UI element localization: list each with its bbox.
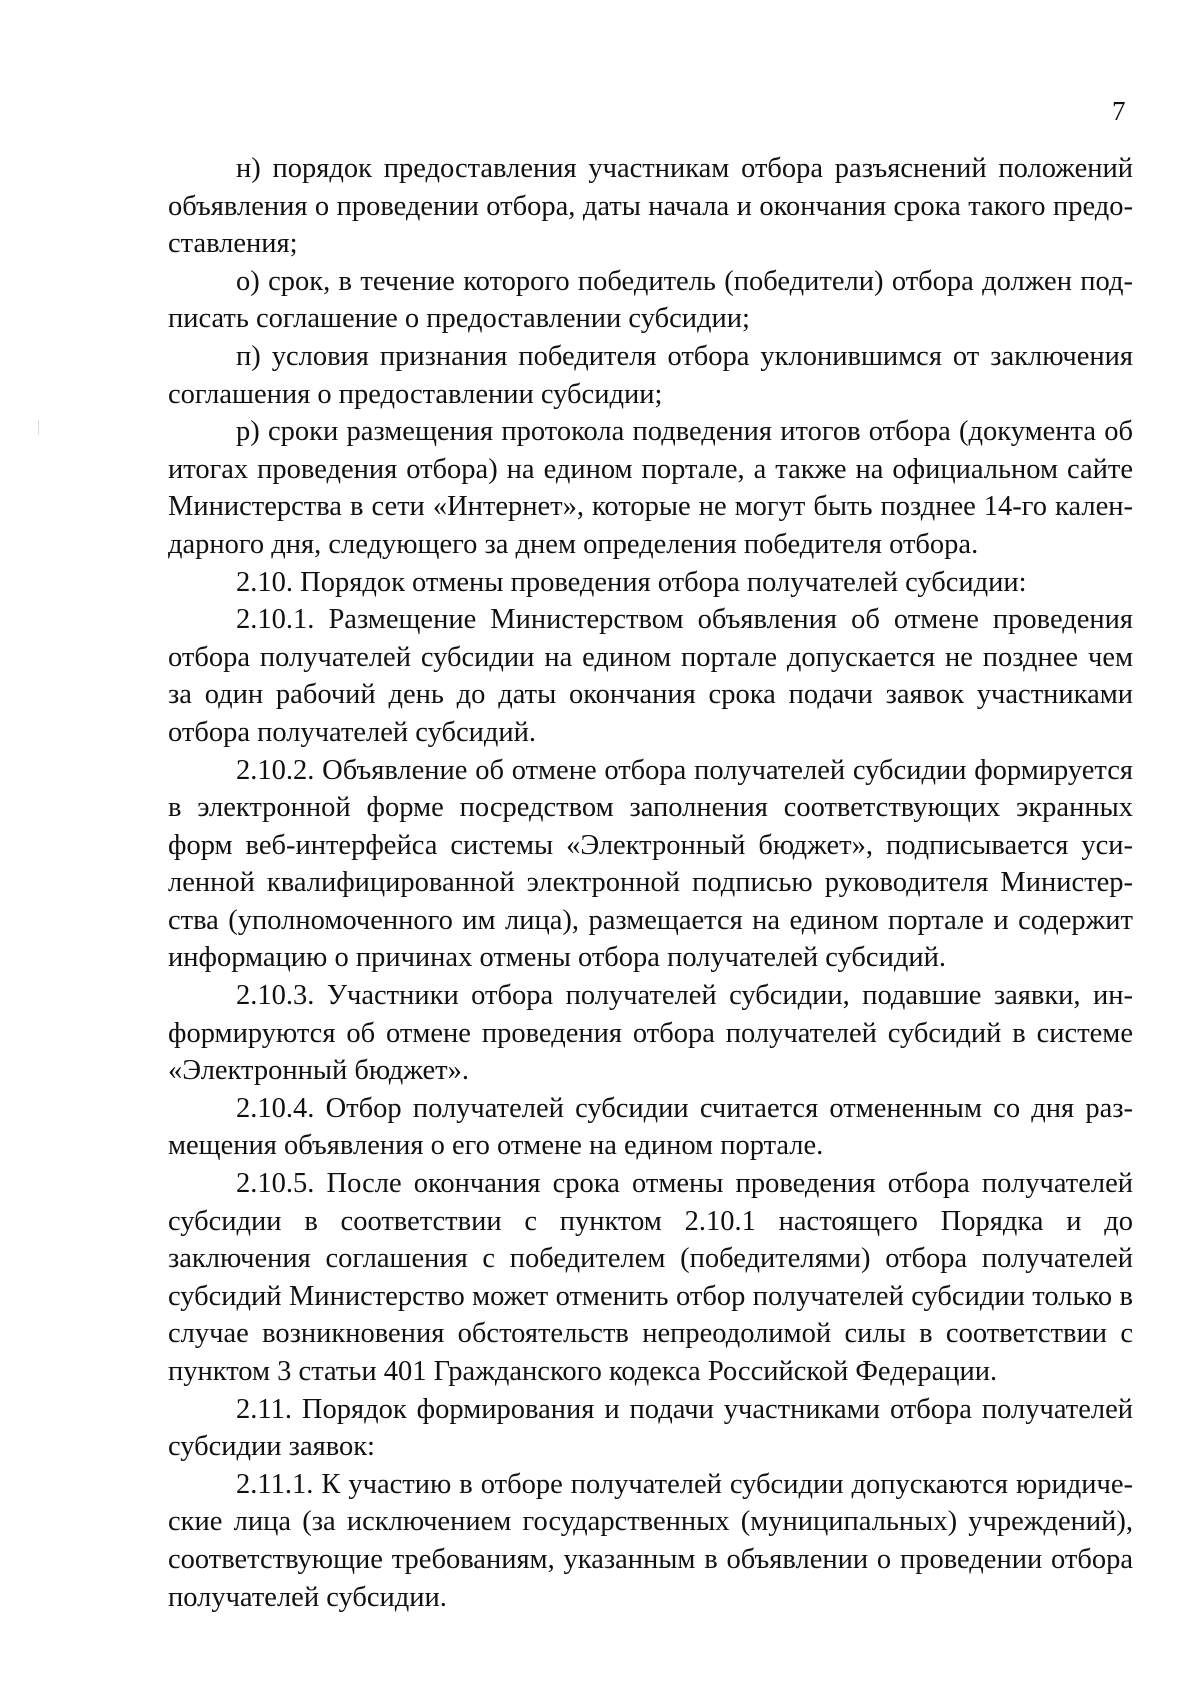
paragraph-o-signing-deadline: о) срок, в течение которого победитель (победители) отбора должен подписать соглашение о предоставлении субсидии; [168,265,1133,335]
paragraph-2-10-4: 2.10.4. Отбор получателей субсидии считается отмененным со дня размещения объявления о его отмене на едином портале. [168,1092,1133,1162]
document-body [168,150,1133,1616]
section-2-11-heading: 2.11. Порядок формирования и подачи участниками отбора получателей субсидии заявок: [168,1393,1133,1463]
paragraph-2-10-3: 2.10.3. Участники отбора получателей субсидии, подавшие заявки, информируются об отмене проведения отбора получателей субсидий в системе «Электронный бюджет». [168,980,1133,1087]
paragraph-p-evasion-conditions: п) условия признания победителя отбора уклонившимся от заключения соглашения о предоставлении субсидии; [168,340,1133,410]
paragraph-2-10-1: 2.10.1. Размещение Министерством объявления об отмене проведения отбора получателей субсидии на едином портале допускается не позднее чем за один рабочий день до даты окончания срока подачи заявок участниками отбора получателей субсидий. [168,604,1133,748]
paragraph-2-10-5: 2.10.5. После окончания срока отмены проведения отбора получателей субсидии в соответствии с пунктом 2.10.1 настоящего Порядка и до заключения соглашения с победителем (победителями) отбора получателей субсидий Министерство может отменить отбор получателей субсидии только в случае возникновения обстоятельств непреодолимой силы в соответствии с пунктом 3 статьи 401 Гражданского кодекса Российской Федерации. [168,1168,1133,1387]
page-number: 7 [1112,96,1126,126]
section-2-10-heading: 2.10. Порядок отмены проведения отбора получателей субсидии: [236,566,1027,598]
paragraph-n-clarifications: н) порядок предоставления участникам отбора разъяснений положений объявления о проведении отбора, даты начала и окончания срока такого предоставления; [168,153,1133,260]
paragraph-2-10-2: 2.10.2. Объявление об отмене отбора получателей субсидии формируется в электронной форме посредством заполнения соответствующих экранных форм веб-интерфейса системы «Электронный бюджет», подписывается усиленной квалифицированной электронной подписью руководителя Министерства (уполномоченного им лица), размещается на едином портале и содержит информацию о причинах отмены отбора получателей субсидий. [168,754,1133,974]
paragraph-2-11-1: 2.11.1. К участию в отборе получателей субсидии допускаются юридические лица (за исключением государственных (муниципальных) учреждений), соответствующие требованиям, указанным в объявлении о проведении отбора получателей субсидии. [168,1468,1133,1613]
scan-margin-mark [38,420,39,434]
paragraph-r-protocol-publication: р) сроки размещения протокола подведения итогов отбора (документа об итогах проведения отбора) на едином портале, а также на официальном сайте Министерства в сети «Интернет», которые не могут быть позднее 14-го календарного дня, следующего за днем определения победителя отбора. [168,416,1133,560]
